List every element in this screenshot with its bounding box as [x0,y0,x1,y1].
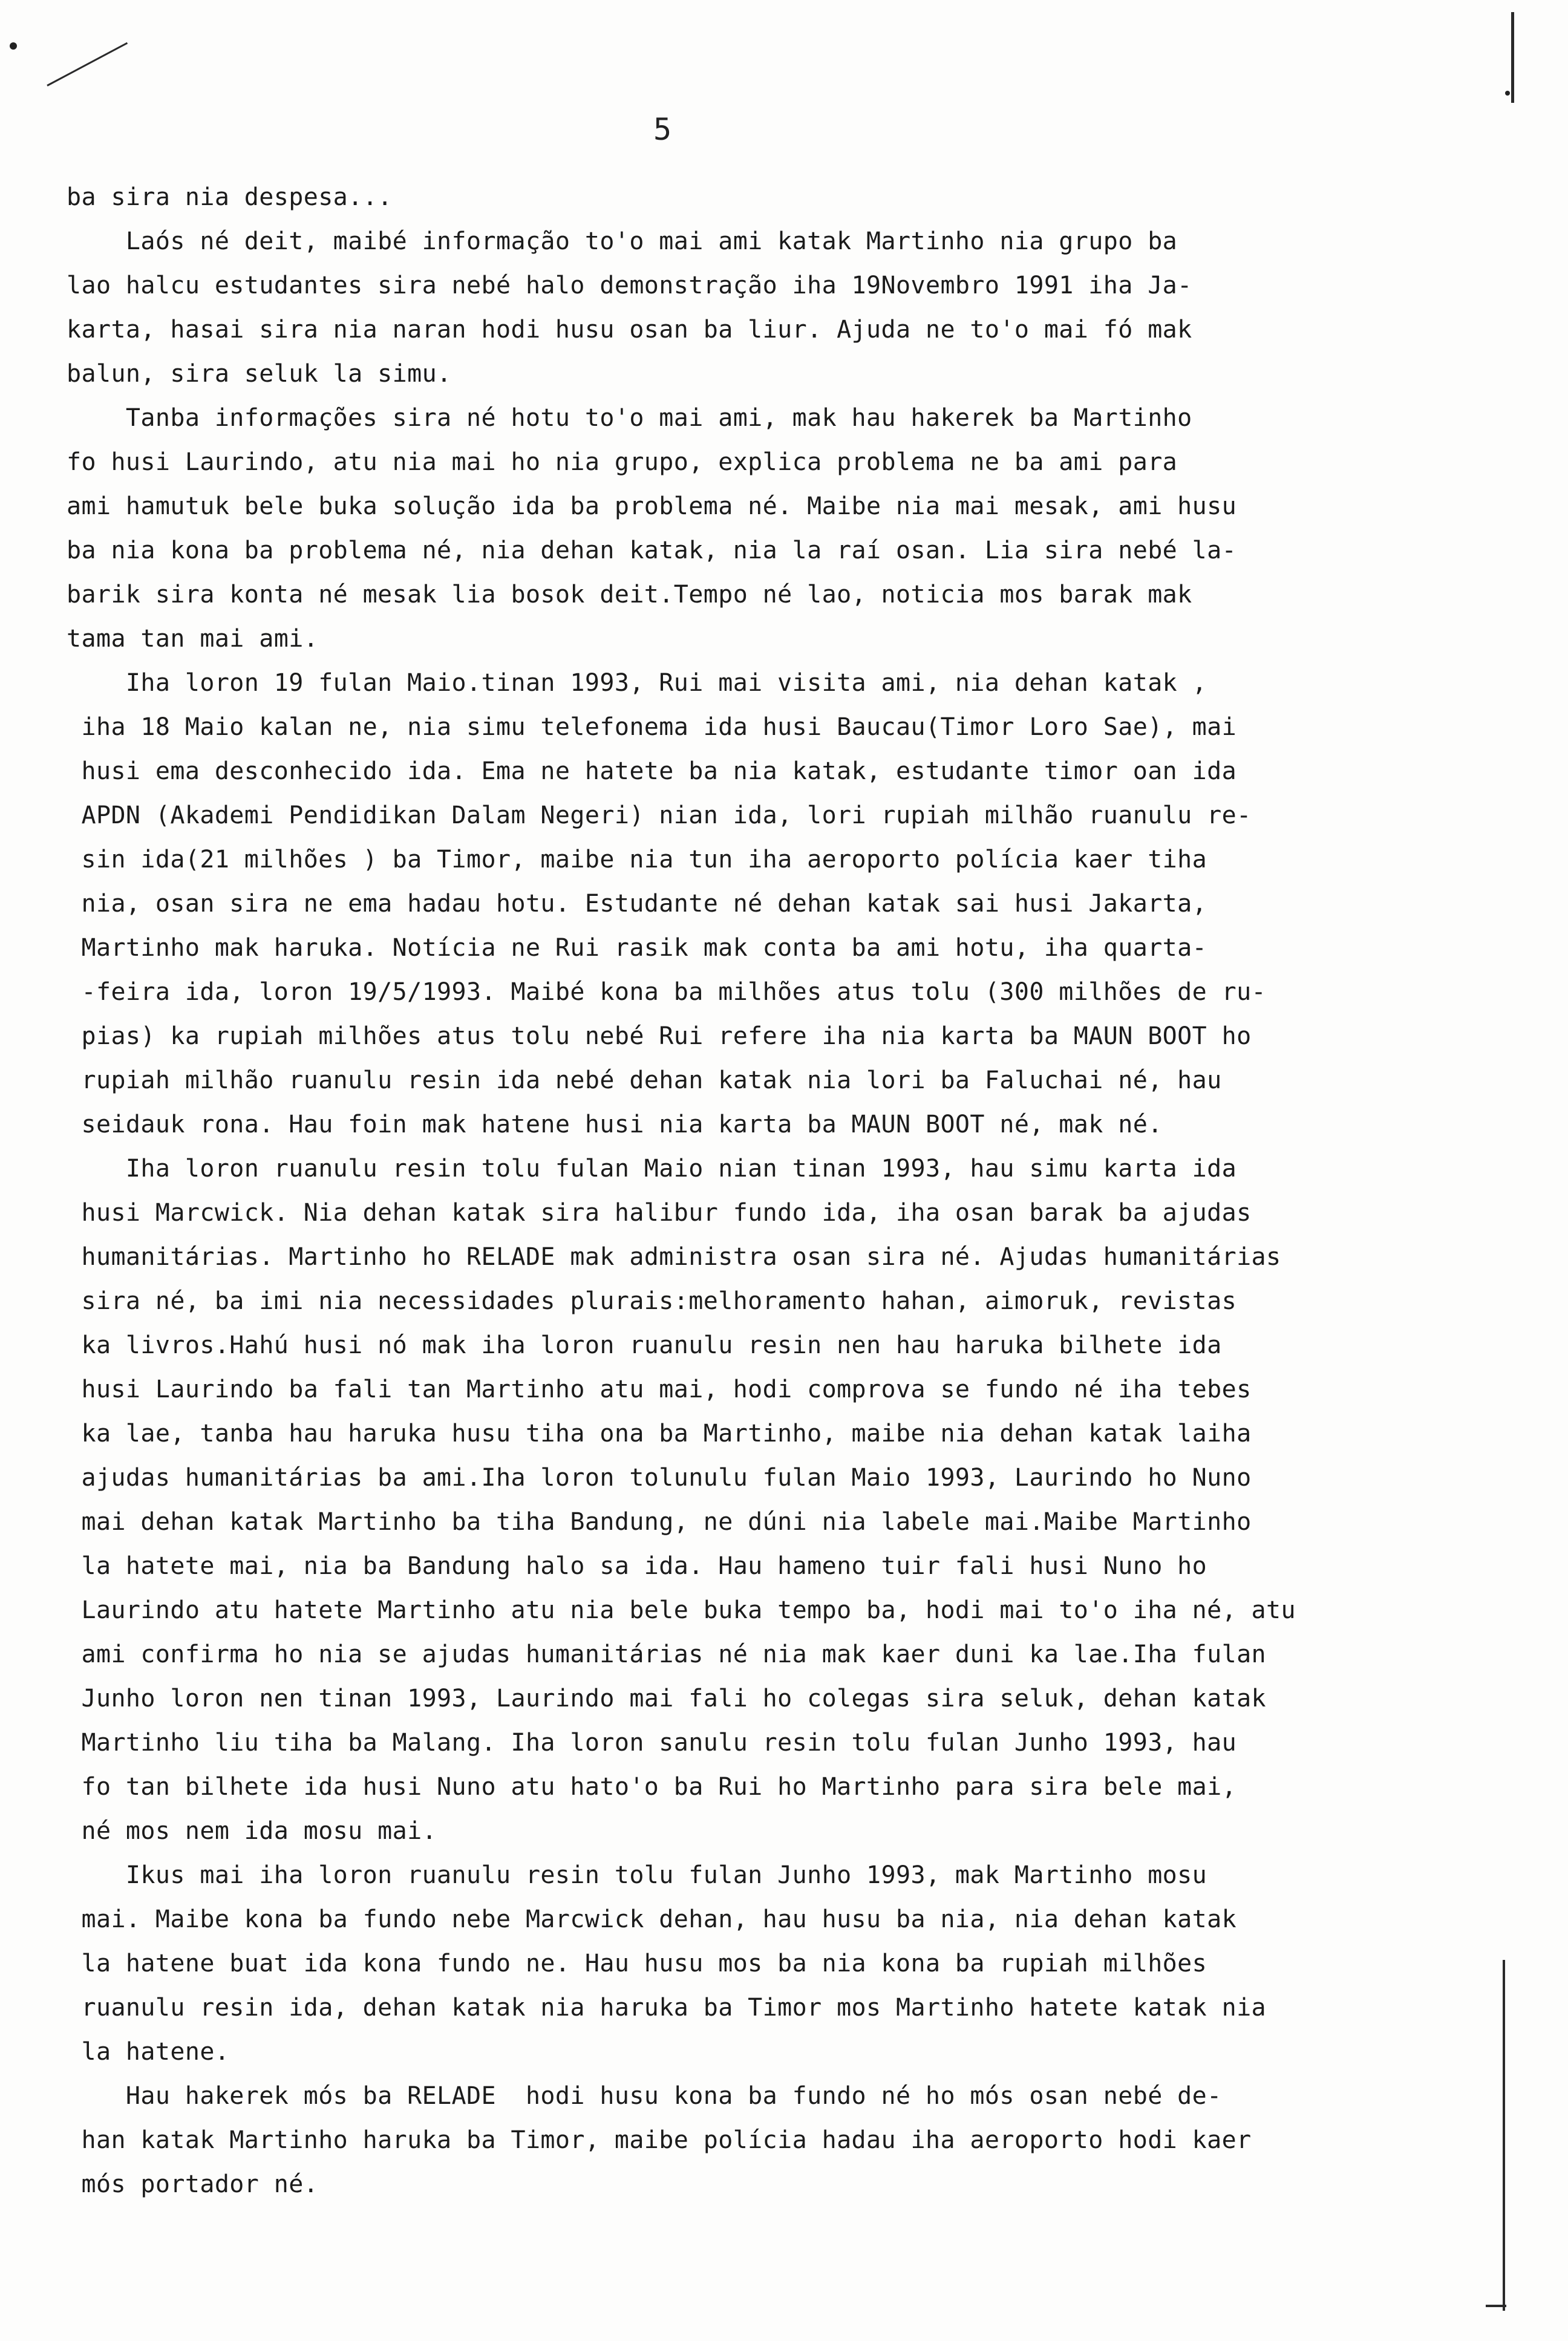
text-line: Ikus mai iha loron ruanulu resin tolu fulan Junho 1993, mak Martinho mosu [67,1861,1207,1889]
text-line: seidauk rona. Hau foin mak hatene husi nia karta ba MAUN BOOT né, mak né. [67,1111,1163,1138]
text-line: Iha loron 19 fulan Maio.tinan 1993, Rui mai visita ami, nia dehan katak , [67,669,1207,697]
text-line: né mos nem ida mosu mai. [67,1817,437,1845]
text-line: ami hamutuk bele buka solução ida ba problema né. Maibe nia mai mesak, ami husu [67,492,1237,520]
text-line: ka livros.Hahú husi nó mak iha loron ruanulu resin nen hau haruka bilhete ida [67,1331,1222,1359]
text-line: Iha loron ruanulu resin tolu fulan Maio nian tinan 1993, hau simu karta ida [67,1155,1237,1183]
text-line: ba sira nia despesa... [67,183,393,211]
text-line: Laós né deit, maibé informação to'o mai ami katak Martinho nia grupo ba [67,227,1178,255]
text-line: sira né, ba imi nia necessidades plurais:melhoramento hahan, aimoruk, revistas [67,1287,1237,1315]
text-line: husi ema desconhecido ida. Ema ne hatete ba nia katak, estudante timor oan ida [67,757,1237,785]
text-line: karta, hasai sira nia naran hodi husu osan ba liur. Ajuda ne to'o mai fó mak [67,316,1192,344]
text-line: ruanulu resin ida, dehan katak nia haruka ba Timor mos Martinho hatete katak nia [67,1994,1267,2022]
text-line: Junho loron nen tinan 1993, Laurindo mai fali ho colegas sira seluk, dehan katak [67,1685,1267,1712]
text-line: -feira ida, loron 19/5/1993. Maibé kona ba milhões atus tolu (300 milhões de ru- [67,978,1267,1006]
text-line: fo tan bilhete ida husi Nuno atu hato'o ba Rui ho Martinho para sira bele mai, [67,1773,1237,1801]
scan-speck [10,42,17,50]
text-line: la hatene buat ida kona fundo ne. Hau husu mos ba nia kona ba rupiah milhões [67,1950,1207,1977]
text-line: han katak Martinho haruka ba Timor, maibe polícia hadau iha aeroporto hodi kaer [67,2126,1252,2154]
text-line: APDN (Akademi Pendidikan Dalam Negeri) nian ida, lori rupiah milhão ruanulu re- [67,802,1252,829]
text-line: humanitárias. Martinho ho RELADE mak administra osan sira né. Ajudas humanitárias [67,1243,1281,1271]
text-line: Martinho mak haruka. Notícia ne Rui rasik mak conta ba ami hotu, iha quarta- [67,934,1207,962]
scan-speck [1505,91,1510,96]
text-line: la hatene. [67,2038,230,2066]
text-line: ajudas humanitárias ba ami.Iha loron tolunulu fulan Maio 1993, Laurindo ho Nuno [67,1464,1252,1492]
text-line: ka lae, tanba hau haruka husu tiha ona ba Martinho, maibe nia dehan katak laiha [67,1420,1252,1448]
text-line: mai dehan katak Martinho ba tiha Bandung, ne dúni nia labele mai.Maibe Martinho [67,1508,1252,1536]
text-line: lao halcu estudantes sira nebé halo demonstração iha 19Novembro 1991 iha Ja- [67,272,1192,299]
page-edge-line [1503,1960,1505,2311]
text-line: mós portador né. [67,2170,319,2198]
text-line: husi Marcwick. Nia dehan katak sira halibur fundo ida, iha osan barak ba ajudas [67,1199,1252,1227]
text-line: rupiah milhão ruanulu resin ida nebé dehan katak nia lori ba Faluchai né, hau [67,1066,1222,1094]
text-line: pias) ka rupiah milhões atus tolu nebé Rui refere iha nia karta ba MAUN BOOT ho [67,1022,1252,1050]
text-line: iha 18 Maio kalan ne, nia simu telefonema ida husi Baucau(Timor Loro Sae), mai [67,713,1237,741]
text-line: sin ida(21 milhões ) ba Timor, maibe nia tun iha aeroporto polícia kaer tiha [67,846,1207,873]
page-edge-line [1511,12,1514,103]
text-line: balun, sira seluk la simu. [67,360,452,388]
text-line: Martinho liu tiha ba Malang. Iha loron sanulu resin tolu fulan Junho 1993, hau [67,1729,1237,1757]
text-line: ba nia kona ba problema né, nia dehan katak, nia la raí osan. Lia sira nebé la- [67,537,1237,564]
text-line: nia, osan sira ne ema hadau hotu. Estudante né dehan katak sai husi Jakarta, [67,890,1207,918]
scan-stroke [47,42,128,87]
text-line: Laurindo atu hatete Martinho atu nia bele buka tempo ba, hodi mai to'o iha né, atu [67,1596,1296,1624]
page-edge-line [1486,2305,1506,2307]
text-line: ami confirma ho nia se ajudas humanitárias né nia mak kaer duni ka lae.Iha fulan [67,1641,1267,1668]
text-line: barik sira konta né mesak lia bosok deit.Tempo né lao, noticia mos barak mak [67,581,1192,609]
text-line: mai. Maibe kona ba fundo nebe Marcwick dehan, hau husu ba nia, nia dehan katak [67,1905,1237,1933]
body-text [67,175,1422,2207]
text-line: tama tan mai ami. [67,625,319,653]
text-line: la hatete mai, nia ba Bandung halo sa ida. Hau hameno tuir fali husi Nuno ho [67,1552,1207,1580]
text-line: husi Laurindo ba fali tan Martinho atu mai, hodi comprova se fundo né iha tebes [67,1376,1252,1403]
page-number: 5 [653,112,672,147]
text-line: Tanba informações sira né hotu to'o mai ami, mak hau hakerek ba Martinho [67,404,1192,432]
text-line: fo husi Laurindo, atu nia mai ho nia grupo, explica problema ne ba ami para [67,448,1178,476]
text-line: Hau hakerek mós ba RELADE hodi husu kona ba fundo né ho mós osan nebé de- [67,2082,1222,2110]
